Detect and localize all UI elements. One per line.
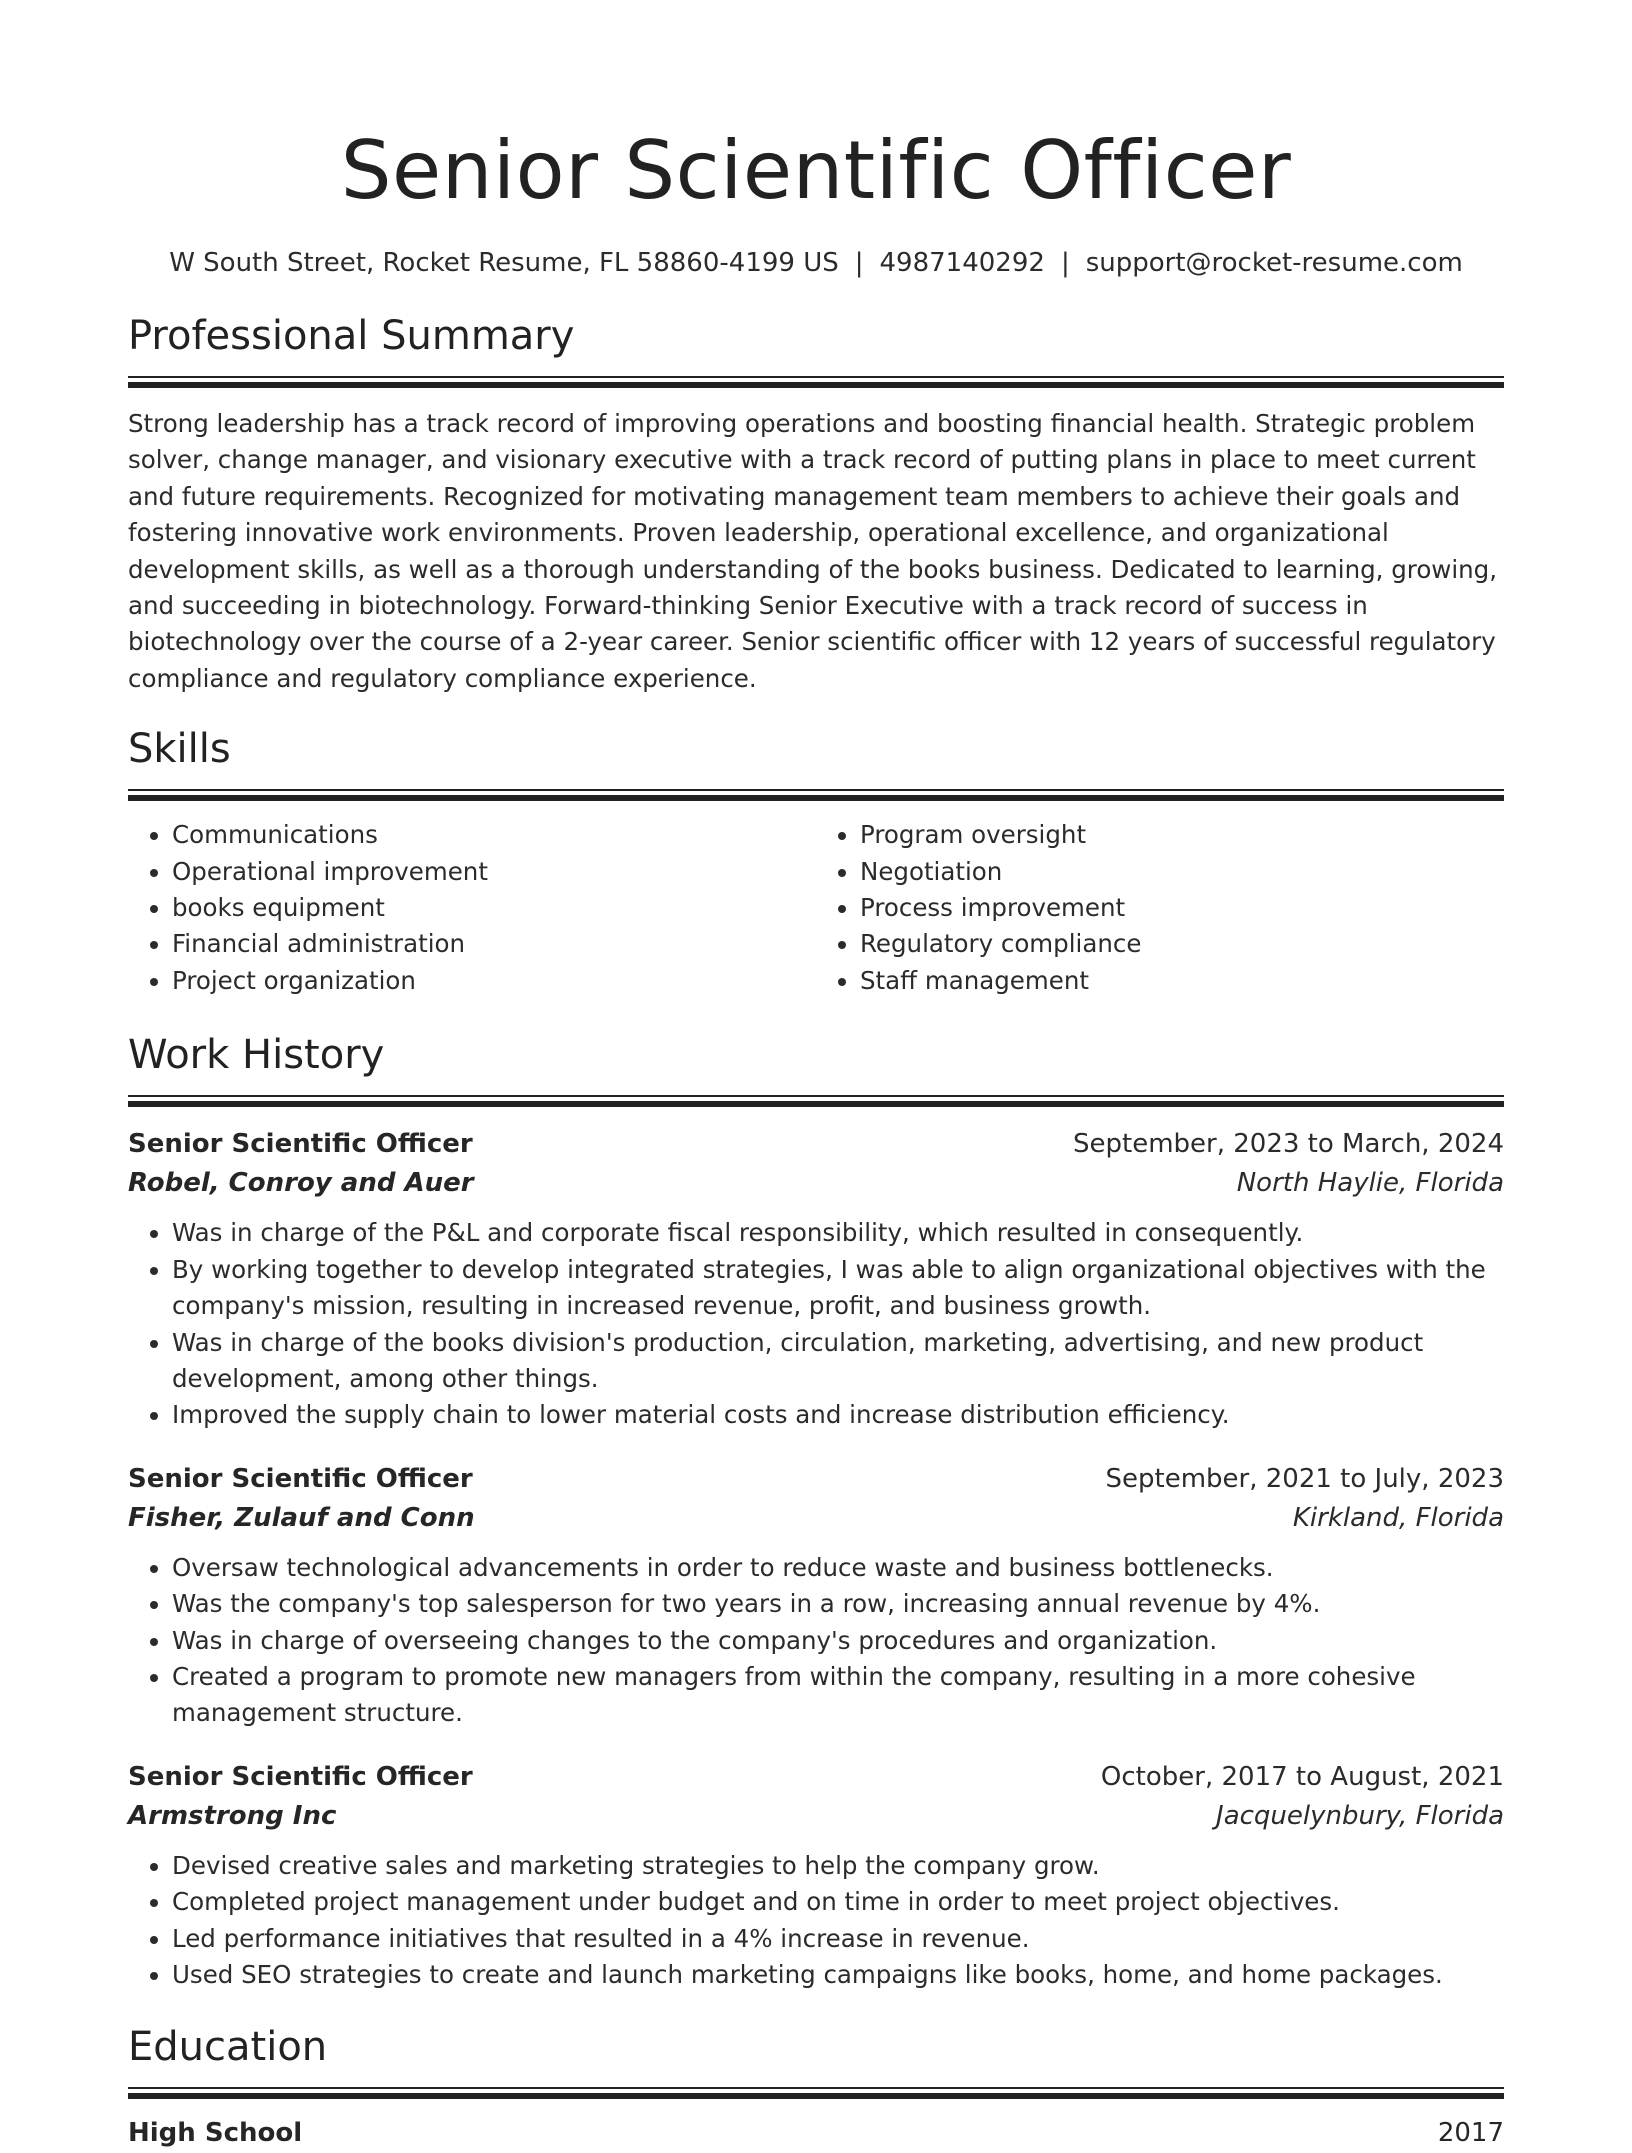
skills-heading: Skills (128, 726, 231, 773)
contact-email[interactable]: support@rocket-resume.com (1085, 248, 1463, 278)
education-entry (128, 2113, 1504, 2153)
job-header (128, 1460, 1504, 1498)
work-heading: Work History (128, 1032, 385, 1079)
job-location: Jacquelynbury, Florida (1216, 1800, 1504, 1831)
job-bullet: • Completed project management under budget and on time in order to meet project objectives. (172, 1884, 1504, 1920)
skills-section (128, 723, 1504, 999)
job-company: Robel, Conroy and Auer (128, 1168, 474, 1199)
job-title: Senior Scientific Officer (128, 1761, 473, 1792)
job-dates: September, 2023 to March, 2024 (1073, 1129, 1504, 1160)
job-bullet: • Created a program to promote new managers from within the company, resulting in a more cohesive management structure. (172, 1659, 1504, 1732)
skill-item: • books equipment (172, 890, 816, 926)
skill-item: • Financial administration (172, 926, 816, 962)
skill-item: • Program oversight (860, 817, 1504, 853)
job-bullet: • Used SEO strategies to create and launch marketing campaigns like books, home, and home packages. (172, 1957, 1504, 1993)
contact-phone: 4987140292 (879, 248, 1045, 278)
job-bullets (128, 1550, 1504, 1732)
job-bullet: • Led performance initiatives that resulted in a 4% increase in revenue. (172, 1921, 1504, 1957)
candidate-name: Senior Scientific Officer (340, 124, 1292, 217)
section-divider (128, 2087, 1504, 2089)
summary-heading: Professional Summary (128, 313, 575, 359)
job-company: Fisher, Zulauf and Conn (128, 1502, 475, 1533)
summary-section (128, 310, 1504, 697)
education-section (128, 2021, 1504, 2153)
contact-separator: | (854, 248, 864, 278)
section-divider-thick (128, 382, 1504, 388)
job-bullet: • Oversaw technological advancements in order to reduce waste and business bottlenecks. (172, 1550, 1504, 1586)
skill-item: • Staff management (860, 963, 1504, 999)
education-year: 2017 (1437, 2118, 1504, 2149)
skill-item: • Negotiation (860, 854, 1504, 890)
skill-item: • Communications (172, 817, 816, 853)
job-bullets (128, 1848, 1504, 1994)
job-title: Senior Scientific Officer (128, 1129, 473, 1160)
skill-item: • Project organization (172, 963, 816, 999)
job-header (128, 1125, 1504, 1163)
job-bullet: • Was in charge of the books division's production, circulation, marketing, advertising, and new product development, among other things. (172, 1325, 1504, 1398)
job-entry (128, 1460, 1504, 1732)
education-heading: Education (128, 2024, 328, 2071)
job-location: Kirkland, Florida (1292, 1502, 1504, 1533)
job-header (128, 1758, 1504, 1796)
job-dates: October, 2017 to August, 2021 (1100, 1761, 1504, 1792)
job-bullets (128, 1215, 1504, 1433)
section-divider-thick (128, 2093, 1504, 2099)
job-bullet: • By working together to develop integrated strategies, I was able to align organizational objectives with the company's mission, resulting in increased revenue, profit, and business growth. (172, 1252, 1504, 1325)
contact-line (128, 246, 1504, 280)
skills-list-right (816, 817, 1504, 999)
section-divider-thick (128, 1101, 1504, 1107)
contact-address: W South Street, Rocket Resume, FL 58860-4199 US (169, 248, 839, 278)
job-dates: September, 2021 to July, 2023 (1105, 1463, 1504, 1494)
job-bullet: • Was in charge of overseeing changes to the company's procedures and organization. (172, 1623, 1504, 1659)
skill-item: • Operational improvement (172, 854, 816, 890)
job-subheader (128, 1796, 1504, 1836)
summary-text: Strong leadership has a track record of improving operations and boosting financial health. Strategic problem solver, change manager, and visionary executive with a track record of putting plans in place to meet current and future requirements. Recognized for motivating management team members to achieve their goals and fostering innovative work environments. Proven leadership, operational excellence, and organizational development skills, as well as a thorough understanding of the books business. Dedicated to learning, growing, and succeeding in biotechnology. Forward-thinking Senior Executive with a track record of success in biotechnology over the course of a 2-year career. Senior scientific officer with 12 years of successful regulatory compliance and regulatory compliance experience. (128, 409, 1498, 693)
skill-item: • Process improvement (860, 890, 1504, 926)
job-company: Armstrong Inc (128, 1800, 337, 1831)
job-subheader (128, 1163, 1504, 1203)
contact-separator: | (1060, 248, 1070, 278)
job-entry (128, 1125, 1504, 1433)
job-bullet: • Was the company's top salesperson for two years in a row, increasing annual revenue by 4%. (172, 1586, 1504, 1622)
section-divider (128, 376, 1504, 378)
job-title: Senior Scientific Officer (128, 1463, 473, 1494)
job-location: North Haylie, Florida (1236, 1168, 1504, 1199)
job-bullet: • Improved the supply chain to lower material costs and increase distribution efficiency. (172, 1397, 1504, 1433)
work-section (128, 1029, 1504, 1993)
skills-columns (128, 817, 1504, 999)
skill-item: • Regulatory compliance (860, 926, 1504, 962)
skills-list-left (128, 817, 816, 999)
job-subheader (128, 1498, 1504, 1538)
job-bullet: • Devised creative sales and marketing strategies to help the company grow. (172, 1848, 1504, 1884)
section-divider-thick (128, 795, 1504, 801)
section-divider (128, 789, 1504, 791)
job-bullet: • Was in charge of the P&L and corporate fiscal responsibility, which resulted in consequently. (172, 1215, 1504, 1251)
section-divider (128, 1095, 1504, 1097)
education-degree: High School (128, 2118, 303, 2149)
job-entry (128, 1758, 1504, 1994)
